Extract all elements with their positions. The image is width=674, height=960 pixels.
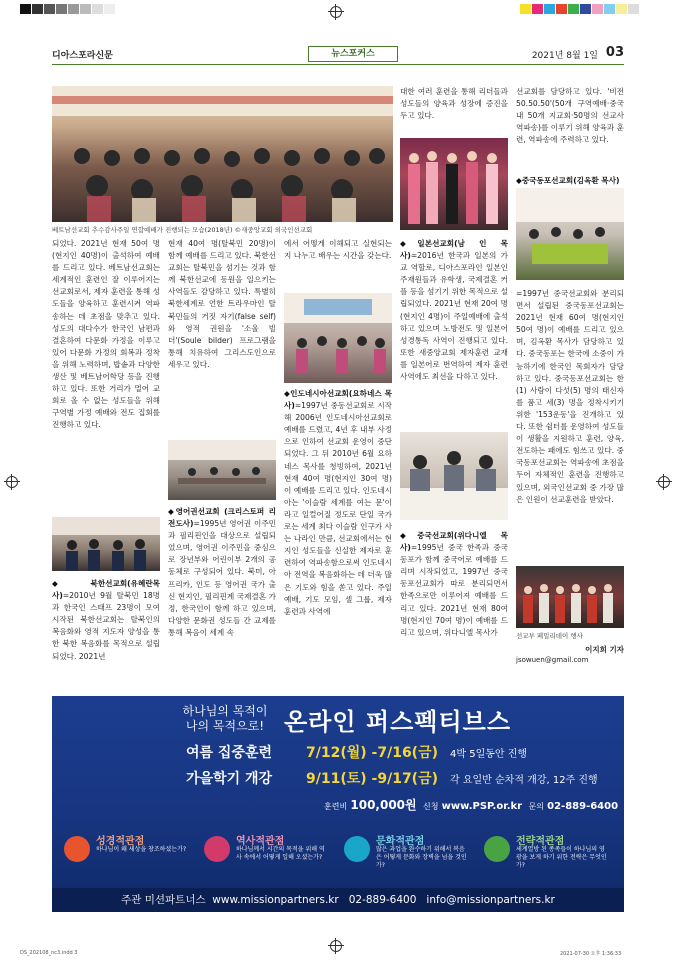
jp-mission-text: =2016년 한국과 일본의 가교 역할로, 디아스포라인 일본인 주재원들과 유학생, 국제결혼 커플 등을 섬기기 위한 목적으로 설립되었다. 2021년 현재 20여 명(현지인 4명)이 주일예배에 출석하고 있으며 노방전도 및 일본어 성경통독 사역이 진행되고 있다. 또한 새중앙교회 제자훈련 교재를 일본어로 번역하여 제자 훈련 사역에도 최선을 다하고 있다. bbox=[400, 251, 508, 382]
page-number: 03 bbox=[605, 45, 624, 60]
apply-label: 신청 bbox=[422, 802, 439, 811]
article-col3a bbox=[284, 238, 392, 262]
worship-photo-icon bbox=[284, 293, 392, 383]
nk-mission-heading: ◆북한선교회(유혜란목사) bbox=[52, 579, 160, 601]
summer-training-dates: 7/12(월) -7/16(금) bbox=[306, 745, 439, 761]
registration-mark-left bbox=[6, 476, 18, 488]
main-photo-caption: 베트남선교회 추수감사주일 연합예배가 진행되는 모습(2018년) ©새중앙교회 외국인선교회 bbox=[52, 226, 313, 234]
reporter-email[interactable]: jsowuen@gmail.com bbox=[516, 656, 589, 664]
bible-icon bbox=[64, 836, 90, 862]
panel-biblical bbox=[64, 830, 192, 882]
apply-url[interactable]: www.PSP.or.kr bbox=[441, 801, 523, 812]
en-mission-heading: ◆영어권선교회 (크리스토퍼 리 전도사) bbox=[168, 507, 276, 529]
panel-strategic-title: 전략적관점 bbox=[516, 836, 565, 847]
cn-mission-continued: 선교회를 담당하고 있다. '비전 50.50.50'(50개 구역예배·중국 내 50개 지교회·50명의 선교사 역파송)를 이루기 위해 양육과 훈련, 역파송에 주력하고 있다. bbox=[516, 87, 624, 145]
print-timestamp: 2021-07-30 오후 1:36:33 bbox=[560, 951, 622, 957]
cn-mission-photo bbox=[400, 432, 508, 520]
cn-mission-heading: ◆중국선교회(위다니엘 목사) bbox=[400, 531, 508, 553]
en-mission-continued: 에서 어떻게 이해되고 실현되는지 나누고 배우는 시간을 갖는다. bbox=[284, 239, 392, 261]
article-en bbox=[168, 506, 276, 639]
article-cnk bbox=[516, 288, 624, 506]
panel-biblical-title: 성경적관점 bbox=[96, 836, 145, 847]
en-mission-photo bbox=[168, 440, 276, 500]
reporter-name: 이지희 기자 bbox=[585, 645, 624, 654]
nk-mission-text: =2010년 9월 탈북민 18명과 한국인 스태프 23명이 모여 시작된 북한선교회는 탈북인의 복음화와 영적 지도자 양성을 통한 북한 복음화를 목적으로 설립되었다. 2021년 bbox=[52, 591, 160, 661]
panel-cultural bbox=[344, 830, 472, 882]
strategy-icon bbox=[484, 836, 510, 862]
fall-semester-label: 가을학기 개강 bbox=[186, 771, 273, 787]
id-mission-photo bbox=[284, 293, 392, 383]
registration-mark-right bbox=[658, 476, 670, 488]
ad-tagline bbox=[170, 704, 280, 734]
header-rule bbox=[52, 64, 624, 65]
panel-historical bbox=[204, 830, 332, 882]
footer-phone: 02-889-6400 bbox=[348, 894, 417, 906]
ad-tagline-line1: 하나님의 목적이 bbox=[182, 704, 268, 718]
paper-name: 디아스포라신문 bbox=[52, 51, 113, 61]
cnk-mission-photo bbox=[516, 188, 624, 280]
panel-historical-title: 역사적관점 bbox=[236, 836, 285, 847]
registration-mark-top bbox=[330, 6, 342, 18]
perspectives-advertisement[interactable] bbox=[52, 696, 624, 912]
id-mission-heading: ◆인도네시아선교회(요하네스 목사) bbox=[284, 389, 392, 411]
section-label: 뉴스포커스 bbox=[308, 46, 398, 62]
id-mission-continued: 대한 여러 훈련을 통해 리더들과 성도들의 양육과 성장에 증진을 두고 있다. bbox=[400, 87, 508, 121]
nk-mission-continued: 현재 40여 명(탈북민 20명)이 함께 예배를 드리고 있다. 북한선교회는 탈북민을 섬기는 것과 함께 북한선교에 동원을 일으키는 사역들도 감당하고 있다. 특별히 북한세계로 언한 트라우마인 탈북민들의 거짓 자기(false self)와 영적 권원을 '소울 빌더'(Soule bilder) 프로그램을 통해 치유하여 그리스도인으로 세우고 있다. bbox=[168, 239, 276, 369]
grayscale-color-bar bbox=[20, 4, 116, 14]
issue-date: 2021년 8월 1일 bbox=[531, 51, 598, 61]
contact-phone: 02-889-6400 bbox=[547, 801, 619, 812]
cnk-mission-heading: ◆중국동포선교회(김옥환 목사) bbox=[516, 176, 620, 185]
summer-training-desc: 4박 5일동안 진행 bbox=[450, 749, 528, 760]
cn-mission-text: =1995년 중국 한족과 중국동포가 함께 중국어로 예배를 드리며 시작되었고, 1997년 중국동포선교회가 따로 분리되면서 한족으로만 이루어져 예배를 드리고 있다. 2021년 현재 80여 명(현지인 70여 명)이 예배를 드리고 있으며, 위다니엘 목사가 bbox=[400, 543, 508, 637]
fall-semester-dates: 9/11(토) -9/17(금) bbox=[306, 771, 439, 787]
article-cn bbox=[400, 530, 508, 639]
article-col1 bbox=[52, 238, 160, 432]
article-jp bbox=[400, 238, 508, 383]
registration-mark-bottom bbox=[330, 940, 342, 952]
family-day-photo bbox=[516, 566, 624, 628]
id-mission-text: =1997년 중동선교회로 시작해 2006년 인도네시아선교회로 예배를 드렸고, 4년 후 내부 사정으로 인하여 선교회 운영이 중단되었다. 그 뒤 2010년 6월 요하네스 목사를 청빙하여, 2021년 현재 40여 명(현지인 30여 명)이 예배를 드리고 있다. 인도네시아는 '이슬람 세계를 여는 문'이라고 일컬어질 정도로 단일 국가로는 세계 최다 이슬람 인구가 사는 나라인 만큼, 선교회에서는 현지인 성도들을 신실한 제자로 훈련하여 역파송함으로써 인도네시아 전역을 복음화하는 데 더욱 많은 기도와 힘을 쏟고 있다. 주일예배, 기도 모임, 셀 그룹, 제자 훈련과 사역에 bbox=[284, 401, 392, 616]
fall-semester-desc: 각 요일반 순차적 개강, 12주 진행 bbox=[450, 775, 598, 786]
ad-fee-row bbox=[324, 796, 618, 813]
main-photo bbox=[52, 86, 393, 222]
article-id bbox=[284, 388, 392, 618]
panel-strategic bbox=[484, 830, 612, 882]
fee-value: 100,000원 bbox=[350, 798, 417, 812]
panel-biblical-desc: 하나님이 왜 세상을 창조하셨는가? bbox=[96, 846, 187, 853]
family-day-photo-icon bbox=[516, 566, 624, 628]
article-nk bbox=[52, 578, 160, 663]
en-mission-text: =1995년 영어권 이주민과 필리핀인을 대상으로 설립되었으며, 영어권 이주민을 중심으로 장년부와 어린이부 2개의 공동체로 구성되어 있다. 북미, 아프리카, 인도 등 영어권 국가 출신 현지인, 필리핀계 국제결혼 가정, 한국인이 함께 하고 있으며, 다양한 문화권 성도들 간 교제를 통해 복음이 세계 속 bbox=[168, 519, 276, 637]
cmyk-color-bar bbox=[520, 4, 640, 14]
footer-org: 주관 미션파트너스 bbox=[121, 894, 206, 906]
panel-historical-desc: 하나님께서 시간의 목적을 위해 역사 속에서 어떻게 일해 오셨는가? bbox=[236, 846, 325, 861]
article-col2 bbox=[168, 238, 276, 371]
jp-mission-photo bbox=[400, 138, 508, 230]
panel-cultural-title: 문화적관점 bbox=[376, 836, 425, 847]
culture-icon bbox=[344, 836, 370, 862]
article-col3b bbox=[400, 86, 508, 122]
family-day-caption: 선교부 페밀리데이 행사 bbox=[516, 632, 583, 640]
footer-url[interactable]: www.missionpartners.kr bbox=[212, 894, 339, 906]
classroom-photo-icon bbox=[168, 440, 276, 500]
cnk-mission-text: =1997년 중국선교회와 분리되면서 설립된 중국동포선교회는 2021년 현재 60여 명(현지인 50여 명)이 예배를 드리고 있으며, 김옥환 목사가 담당하고 있다. 중국동포는 한국에 소중이 가능하기에 한국인 목회자가 담당하고 있다. 중국동포선교회는 한(1) 사람이 다섯(5) 명의 태신자를 품고 세(3) 명을 정착시키기 위한 '153운동'을 진개하고 있다. 또한 쉼터를 운영하여 성도들이 생활을 지원하고 훈련, 양육, 전도하는 패에도 힘쓰고 있다. 중국동포선교회는 역파송에 초점을 두어 자체적인 훈련을 진행하고 있으며, 외국인선교회 중 가장 많은 인원이 선교훈련을 받았다. bbox=[516, 289, 624, 504]
ad-tagline-line2: 나의 목적으로! bbox=[185, 719, 265, 733]
fee-label: 훈련비 bbox=[324, 802, 348, 811]
article-col4a bbox=[516, 86, 624, 146]
ad-footer bbox=[52, 888, 624, 912]
meeting-photo-icon bbox=[516, 188, 624, 280]
kimono-group-photo-icon bbox=[400, 138, 508, 230]
summer-training-label: 여름 집중훈련 bbox=[186, 745, 273, 761]
nk-mission-photo bbox=[52, 517, 160, 571]
study-group-photo-icon bbox=[400, 432, 508, 520]
group-photo-icon bbox=[52, 517, 160, 571]
jp-mission-heading: ◆일본선교회(남 인 목사) bbox=[400, 239, 508, 261]
ad-title: 온라인 퍼스펙티브스 bbox=[284, 708, 512, 736]
file-slug: DS_202108_nc3.indd 3 bbox=[20, 950, 78, 956]
panel-strategic-desc: 세계열방 된 종족들이 하나님의 영광을 보게 하기 위한 전략은 무엇인가? bbox=[516, 846, 607, 869]
vietnam-mission-text: 되었다. 2021년 현재 50여 명(현지인 40명)이 출석하여 예배를 드리고 있다. 베트남선교회는 세계적인 훈련인 잘 이루어지는 선교회로서, 제자 훈련을 통해 성도들을 양육하고 훈련시켜 역파송하는 데 초점을 맞추고 있다. 성도의 대다수가 한국인 남편과 결혼하여 다문화 가정을 이루고 있어 다문화 가정의 회복과 정착을 위해 노력하며, 밥솥과 다양한 생산 및 베트남어학당 등을 진행하고 있다. 또한 거리가 멀어 교회로 올 수 없는 성도들을 위해 구역별 가정 예배와 전도 집회를 진행하고 있다. bbox=[52, 239, 160, 430]
history-icon bbox=[204, 836, 230, 862]
panel-cultural-desc: 많은 과업을 완수하기 위해서 복음은 어떻게 문화와 장벽을 넘을 것인가? bbox=[376, 846, 467, 869]
congregation-photo-icon bbox=[52, 86, 393, 222]
footer-email[interactable]: info@missionpartners.kr bbox=[426, 894, 555, 906]
contact-label: 문의 bbox=[528, 802, 544, 811]
page-header bbox=[52, 46, 624, 62]
article-cnk-heading bbox=[516, 175, 624, 187]
